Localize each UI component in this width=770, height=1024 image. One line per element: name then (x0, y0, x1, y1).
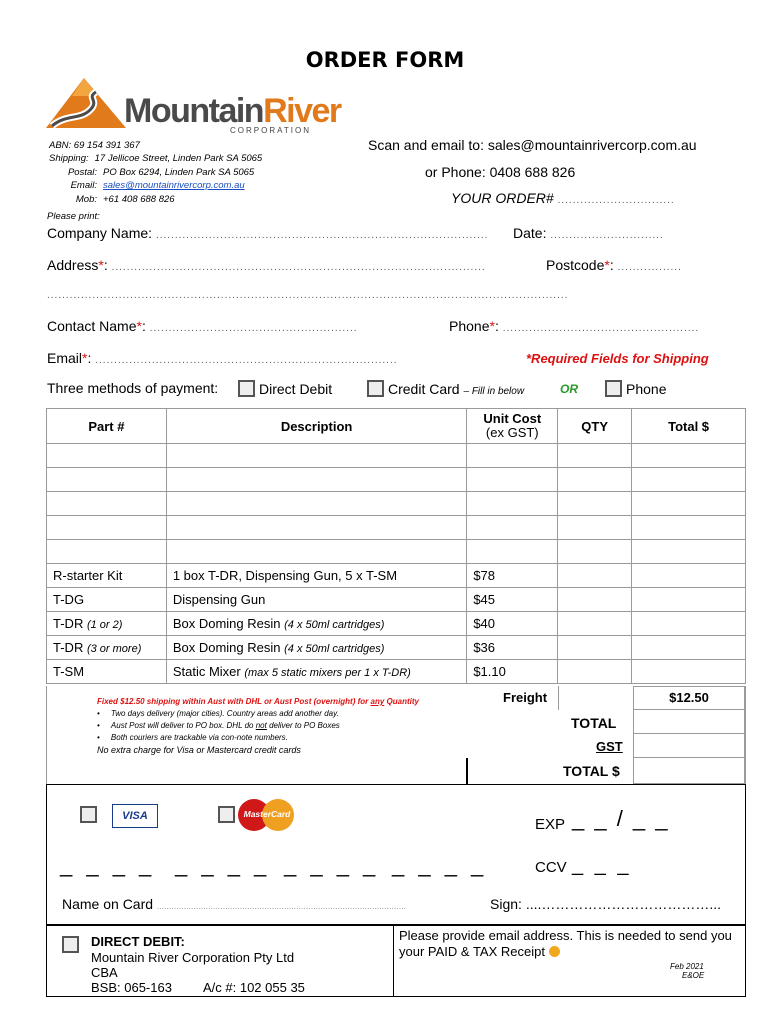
date-row: Date: .............................. (513, 225, 664, 241)
part-cell: T-SM (47, 660, 167, 684)
header-part: Part # (47, 409, 167, 444)
desc-cell: Box Doming Resin (4 x 50ml cartridges) (166, 612, 467, 636)
card-number-group-4[interactable]: _ _ _ _ (392, 852, 488, 877)
part-cell: T-DR (3 or more) (47, 636, 167, 660)
desc-cell: 1 box T-DR, Dispensing Gun, 5 x T-SM (166, 564, 467, 588)
phone-checkbox[interactable] (605, 380, 622, 397)
visa-checkbox[interactable] (80, 806, 97, 823)
direct-debit-option[interactable]: Direct Debit (238, 380, 332, 397)
product-row-t-dr-1-2 (47, 612, 746, 636)
address-line-2-field[interactable]: .......................................................................................................................................... (47, 290, 569, 301)
company-name-row: Company Name: ........................................................................................ (47, 225, 489, 241)
phone-text: or Phone: 0408 688 826 (425, 164, 576, 180)
shipping-note: Fixed $12.50 shipping within Aust with DHL or Aust Post (overnight) for any Quantity (97, 697, 419, 706)
product-row-t-dr-3-more (47, 636, 746, 660)
qty-cell[interactable] (558, 660, 632, 684)
shipping-address: Shipping: 17 Jellicoe Street, Linden Park SA 5065 (49, 153, 263, 164)
price-cell: $36 (467, 636, 558, 660)
address-field[interactable]: ................................................................................................... (111, 262, 486, 273)
total-cell[interactable] (632, 612, 746, 636)
postal-address: Postal: PO Box 6294, Linden Park SA 5065 (67, 167, 255, 178)
expiry-label: EXP (535, 816, 566, 833)
freight-value: $12.50 (633, 686, 745, 710)
logo-wordmark: MountainRiver (124, 92, 341, 130)
form-date: Feb 2021 (670, 962, 704, 971)
visa-option[interactable] (80, 806, 113, 825)
desc-cell: Box Doming Resin (4 x 50ml cartridges) (166, 636, 467, 660)
total-cell[interactable] (632, 564, 746, 588)
table-row (47, 444, 746, 468)
product-row-r-starter (47, 564, 746, 588)
scan-email-text: Scan and email to: sales@mountainrivercorp.com.au (368, 137, 697, 153)
ccv-label: CCV (535, 859, 567, 876)
direct-debit-checkbox[interactable] (238, 380, 255, 397)
direct-debit-title: DIRECT DEBIT: (91, 934, 185, 949)
header-unit-cost: Unit Cost (ex GST) (467, 409, 558, 444)
name-on-card-field[interactable]: ...................................................................................................... (156, 904, 407, 911)
card-number-group-1[interactable]: _ _ _ _ (60, 852, 156, 877)
phone-option[interactable]: Phone (605, 380, 666, 397)
table-header-row (47, 409, 746, 444)
table-right-border (745, 686, 746, 784)
phone-field[interactable]: .................................................... (502, 323, 700, 334)
postcode-row: Postcode*: ................. (546, 257, 682, 273)
contact-name-field[interactable]: ....................................................... (149, 323, 358, 334)
price-cell: $1.10 (467, 660, 558, 684)
date-field[interactable]: .............................. (550, 230, 664, 241)
dd-account: A/c #: 102 055 35 (203, 980, 305, 995)
company-email: Email: sales@mountainrivercorp.com.au (70, 180, 245, 191)
order-items-table (46, 408, 746, 684)
price-cell: $40 (467, 612, 558, 636)
header-total: Total $ (632, 409, 746, 444)
phone-row: Phone*: .................................................... (449, 318, 700, 334)
total-inc-label: TOTAL $ (563, 763, 620, 779)
dd-bsb: BSB: 065-163 (91, 980, 172, 995)
logo-corporation: CORPORATION (230, 126, 311, 135)
credit-card-checkbox[interactable] (367, 380, 384, 397)
total-cell[interactable] (632, 660, 746, 684)
price-cell: $78 (467, 564, 558, 588)
name-on-card-row: Name on Card ...................................................................................................... (62, 896, 407, 912)
desc-cell: Dispensing Gun (166, 588, 467, 612)
table-row (47, 540, 746, 564)
payment-methods-label: Three methods of payment: (47, 380, 219, 396)
total-cell[interactable] (632, 588, 746, 612)
total-label: TOTAL (571, 715, 617, 731)
smiley-icon (549, 946, 560, 957)
table-row (47, 492, 746, 516)
qty-cell[interactable] (558, 564, 632, 588)
header-description: Description (166, 409, 467, 444)
your-order-field[interactable]: ............................... (557, 195, 675, 206)
email-field[interactable]: ................................................................................ (95, 355, 398, 366)
price-cell: $45 (467, 588, 558, 612)
shipping-bullet: • Aust Post will deliver to PO box. DHL do not deliver to PO Boxes (97, 721, 340, 730)
no-extra-charge-note: No extra charge for Visa or Mastercard credit cards (97, 745, 301, 755)
eoe-note: E&OE (682, 971, 705, 980)
ccv-field[interactable]: _ _ _ (572, 854, 632, 876)
signature-field[interactable]: ....………………………………... (525, 896, 722, 912)
freight-label: Freight (503, 690, 548, 705)
company-name-field[interactable]: ........................................................................................ (155, 230, 489, 241)
company-mobile: Mob: +61 408 688 826 (75, 194, 175, 205)
direct-debit-option-bottom[interactable] (62, 936, 83, 955)
gst-label: GST (596, 739, 623, 754)
email-link[interactable]: sales@mountainrivercorp.com.au (103, 180, 245, 191)
card-number-group-2[interactable]: _ _ _ _ (175, 852, 271, 877)
or-label: OR (560, 382, 578, 396)
mastercard-logo: MasterCard (238, 798, 296, 832)
page-title: ORDER FORM (305, 48, 465, 72)
sign-row: Sign: ....………………………………... (490, 896, 722, 912)
product-row-t-sm (47, 660, 746, 684)
table-row (47, 516, 746, 540)
abn: ABN: 69 154 391 367 (49, 140, 140, 151)
dd-bank: CBA (91, 965, 118, 980)
address-row: Address*: ................................................................................................... (47, 257, 486, 273)
required-note: *Required Fields for Shipping (526, 351, 709, 366)
mountain-river-logo (46, 76, 126, 132)
table-left-border (46, 686, 47, 784)
header-qty: QTY (558, 409, 632, 444)
dd-company: Mountain River Corporation Pty Ltd (91, 950, 295, 965)
product-row-t-dg (47, 588, 746, 612)
mastercard-checkbox[interactable] (218, 806, 235, 823)
expiry-field[interactable]: _ _ / _ _ (572, 806, 670, 831)
gst-field[interactable] (633, 734, 745, 758)
card-number-group-3[interactable]: _ _ _ _ (284, 852, 380, 877)
part-cell: T-DG (47, 588, 167, 612)
please-print: Please print: (47, 211, 100, 222)
total-field[interactable] (633, 710, 745, 734)
credit-card-option[interactable]: Credit Card – Fill in below (367, 380, 524, 397)
part-cell: R-starter Kit (47, 564, 167, 588)
qty-cell[interactable] (558, 588, 632, 612)
part-cell: T-DR (1 or 2) (47, 612, 167, 636)
direct-debit-bottom-checkbox[interactable] (62, 936, 79, 953)
total-inc-field[interactable] (633, 758, 745, 784)
email-row: Email*: ................................................................................ (47, 350, 398, 366)
your-order-label: YOUR ORDER# ............................... (451, 190, 675, 206)
table-row (47, 468, 746, 492)
divider-line (466, 758, 468, 784)
mastercard-option[interactable] (218, 806, 239, 825)
visa-logo: VISA (112, 804, 158, 828)
qty-cell[interactable] (558, 636, 632, 660)
qty-cell[interactable] (558, 612, 632, 636)
shipping-bullet: • Two days delivery (major cities). Country areas add another day. (97, 709, 339, 718)
total-cell[interactable] (632, 636, 746, 660)
postcode-field[interactable]: ................. (617, 262, 682, 273)
contact-name-row: Contact Name*: ....................................................... (47, 318, 358, 334)
shipping-bullet: • Both couriers are trackable via con-note numbers. (97, 733, 288, 742)
receipt-note: Please provide email address. This is needed to send you your PAID & TAX Receipt (399, 928, 732, 959)
desc-cell: Static Mixer (max 5 static mixers per 1 x T-DR) (166, 660, 467, 684)
